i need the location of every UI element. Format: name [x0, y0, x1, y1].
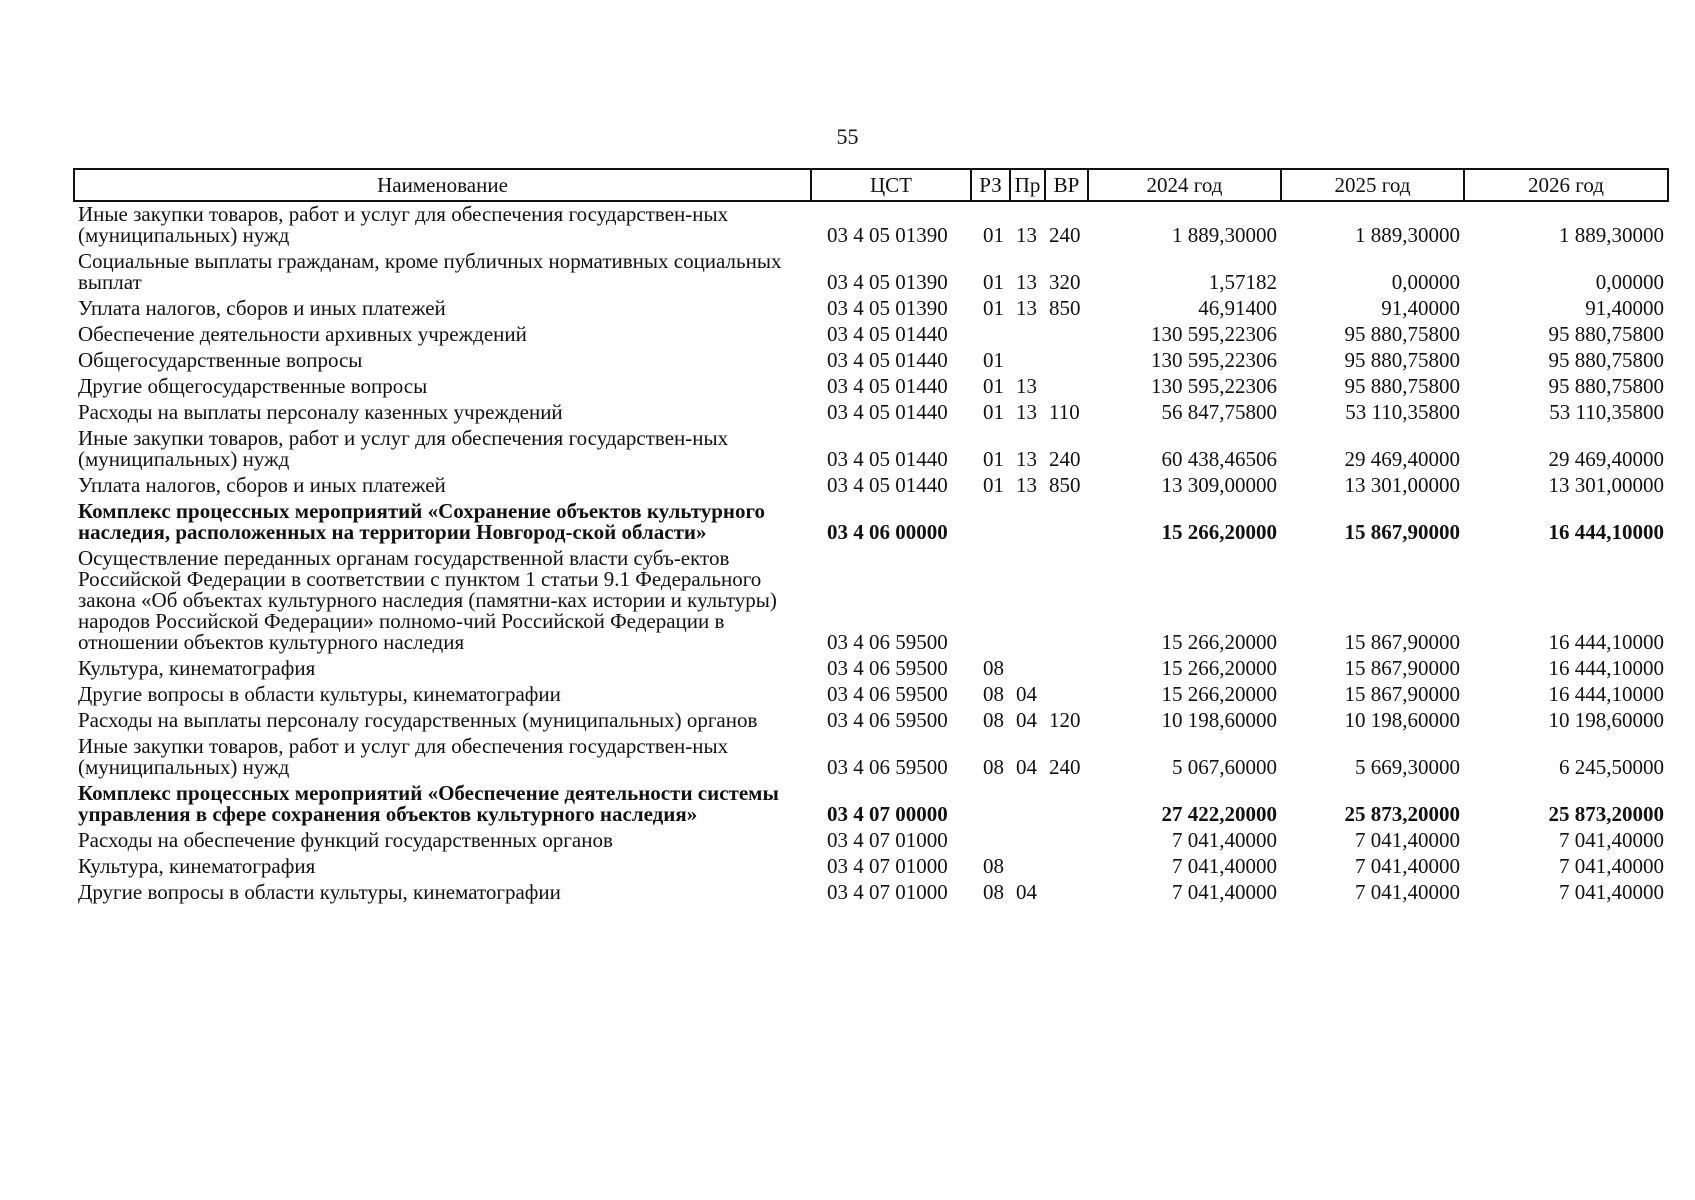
- row-name: Обеспечение деятельности архивных учреждений: [78, 322, 527, 346]
- row-pr: 13: [1016, 473, 1037, 497]
- row-rz: 01: [983, 296, 1004, 320]
- row-value-2024: 7 041,40000: [1172, 828, 1277, 852]
- table-row: [74, 546, 1668, 656]
- row-rz: [971, 499, 1010, 546]
- row-value-2024: 56 847,75800: [1161, 400, 1277, 424]
- row-cst: 03 4 06 59500: [827, 656, 948, 680]
- row-value-2026: 0,00000: [1595, 270, 1664, 294]
- row-name: Культура, кинематография: [78, 854, 316, 878]
- row-vr: [1045, 854, 1088, 880]
- row-value-2025: 7 041,40000: [1355, 828, 1460, 852]
- row-rz: 08: [983, 880, 1004, 904]
- row-pr: [1010, 828, 1045, 854]
- header-2024: 2024 год: [1088, 169, 1281, 201]
- row-value-2026: 95 880,75800: [1548, 374, 1664, 398]
- row-cst: 03 4 07 01000: [827, 880, 948, 904]
- row-cst: 03 4 05 01440: [827, 374, 948, 398]
- row-value-2026: 16 444,10000: [1548, 656, 1664, 680]
- row-rz: 01: [983, 223, 1004, 247]
- row-name: Другие общегосударственные вопросы: [78, 374, 428, 398]
- row-pr: [1010, 499, 1045, 546]
- table-row: [74, 473, 1668, 499]
- page-number: 55: [836, 124, 859, 149]
- row-name: Осуществление переданных органам государственной власти субъ-ектов Российской Федерации в соответствии с пунктом 1 статьи 9.1 Федерального закона «Об объектах культурного наследия (памятни-ках истории и культуры) народов Российской Федерации» полномо-чий Российской Федерации в отношении объектов культурного наследия: [78, 546, 777, 654]
- row-value-2024: 13 309,00000: [1161, 473, 1277, 497]
- row-rz: 01: [983, 270, 1004, 294]
- header-cst: ЦСТ: [811, 169, 971, 201]
- row-value-2026: 16 444,10000: [1548, 682, 1664, 706]
- row-value-2025: 7 041,40000: [1355, 880, 1460, 904]
- row-vr: 240: [1049, 755, 1081, 779]
- row-vr: [1045, 656, 1088, 682]
- table-body: [74, 201, 1668, 906]
- row-name: Иные закупки товаров, работ и услуг для обеспечения государствен-ных (муниципальных) нужд: [78, 202, 729, 247]
- row-vr: 320: [1049, 270, 1081, 294]
- row-value-2025: 95 880,75800: [1344, 348, 1460, 372]
- row-name: Общегосударственные вопросы: [78, 348, 363, 372]
- row-value-2026: 13 301,00000: [1548, 473, 1664, 497]
- row-value-2026: 53 110,35800: [1549, 400, 1664, 424]
- table-row: [74, 828, 1668, 854]
- table-row: [74, 682, 1668, 708]
- row-value-2024: 15 266,20000: [1161, 630, 1277, 654]
- header-2026: 2026 год: [1464, 169, 1668, 201]
- row-rz: [971, 828, 1010, 854]
- row-pr: [1010, 348, 1045, 374]
- row-name: Расходы на выплаты персоналу государственных (муниципальных) органов: [78, 708, 758, 732]
- row-value-2024: 46,91400: [1198, 296, 1277, 320]
- row-pr: 04: [1016, 755, 1037, 779]
- row-pr: [1010, 781, 1045, 828]
- row-vr: 120: [1049, 708, 1081, 732]
- header-pr: Пр: [1010, 169, 1045, 201]
- row-rz: 01: [983, 400, 1004, 424]
- row-vr: [1045, 781, 1088, 828]
- table-row: [74, 249, 1668, 296]
- row-value-2026: 16 444,10000: [1548, 630, 1664, 654]
- table-row: [74, 854, 1668, 880]
- row-cst: 03 4 05 01390: [827, 296, 948, 320]
- row-value-2025: 15 867,90000: [1344, 520, 1460, 544]
- row-value-2025: 29 469,40000: [1344, 447, 1460, 471]
- row-value-2026: 7 041,40000: [1559, 880, 1664, 904]
- row-value-2025: 15 867,90000: [1344, 656, 1460, 680]
- table-row: [74, 880, 1668, 906]
- row-vr: [1045, 374, 1088, 400]
- row-vr: [1045, 546, 1088, 656]
- row-value-2025: 15 867,90000: [1344, 682, 1460, 706]
- row-name: Иные закупки товаров, работ и услуг для обеспечения государствен-ных (муниципальных) нужд: [78, 734, 729, 779]
- row-pr: 13: [1016, 270, 1037, 294]
- row-value-2026: 25 873,20000: [1548, 802, 1664, 826]
- row-rz: 08: [983, 854, 1004, 878]
- table-row: [74, 656, 1668, 682]
- row-pr: 04: [1016, 708, 1037, 732]
- row-value-2025: 53 110,35800: [1345, 400, 1460, 424]
- row-rz: 08: [983, 682, 1004, 706]
- table-row: [74, 499, 1668, 546]
- row-value-2025: 10 198,60000: [1344, 708, 1460, 732]
- row-vr: [1045, 682, 1088, 708]
- row-pr: [1010, 546, 1045, 656]
- row-cst: 03 4 05 01440: [827, 400, 948, 424]
- row-value-2026: 6 245,50000: [1559, 755, 1664, 779]
- row-value-2026: 16 444,10000: [1548, 520, 1664, 544]
- row-rz: [971, 546, 1010, 656]
- header-rz: РЗ: [971, 169, 1010, 201]
- row-value-2024: 7 041,40000: [1172, 880, 1277, 904]
- row-value-2026: 7 041,40000: [1559, 854, 1664, 878]
- row-value-2024: 15 266,20000: [1161, 520, 1277, 544]
- row-pr: [1010, 656, 1045, 682]
- row-value-2024: 15 266,20000: [1161, 682, 1277, 706]
- row-name: Другие вопросы в области культуры, кинематографии: [78, 682, 561, 706]
- row-value-2024: 60 438,46506: [1161, 447, 1277, 471]
- row-name: Комплекс процессных мероприятий «Сохранение объектов культурного наследия, расположенных на территории Новгород-ской области»: [78, 499, 766, 544]
- row-pr: 13: [1016, 223, 1037, 247]
- row-cst: 03 4 05 01390: [827, 270, 948, 294]
- row-rz: 01: [983, 348, 1004, 372]
- row-vr: [1045, 322, 1088, 348]
- row-pr: 13: [1016, 296, 1037, 320]
- header-name: Наименование: [74, 169, 811, 201]
- row-name: Иные закупки товаров, работ и услуг для обеспечения государствен-ных (муниципальных) нужд: [78, 426, 729, 471]
- header-2025: 2025 год: [1281, 169, 1464, 201]
- row-value-2024: 1,57182: [1208, 270, 1277, 294]
- row-rz: 01: [983, 374, 1004, 398]
- row-value-2026: 1 889,30000: [1559, 223, 1664, 247]
- row-pr: 04: [1016, 682, 1037, 706]
- row-vr: 850: [1049, 473, 1081, 497]
- row-name: Другие вопросы в области культуры, кинематографии: [78, 880, 561, 904]
- row-pr: [1010, 322, 1045, 348]
- row-value-2026: 95 880,75800: [1548, 348, 1664, 372]
- row-cst: 03 4 05 01440: [827, 447, 948, 471]
- row-value-2024: 10 198,60000: [1161, 708, 1277, 732]
- table-row: [74, 426, 1668, 473]
- row-name: Уплата налогов, сборов и иных платежей: [78, 473, 446, 497]
- table-row: [74, 201, 1668, 249]
- row-value-2026: 10 198,60000: [1548, 708, 1664, 732]
- table-row: [74, 296, 1668, 322]
- row-vr: 240: [1049, 223, 1081, 247]
- row-value-2025: 25 873,20000: [1344, 802, 1460, 826]
- row-value-2024: 27 422,20000: [1161, 802, 1277, 826]
- row-name: Комплекс процессных мероприятий «Обеспечение деятельности системы управления в сфере сохранения объектов культурного наследия»: [78, 781, 779, 826]
- row-rz: 01: [983, 473, 1004, 497]
- row-cst: 03 4 07 01000: [827, 854, 948, 878]
- row-cst: 03 4 05 01440: [827, 348, 948, 372]
- row-rz: 08: [983, 755, 1004, 779]
- row-pr: [1010, 854, 1045, 880]
- row-value-2024: 15 266,20000: [1161, 656, 1277, 680]
- row-pr: 04: [1016, 880, 1037, 904]
- row-vr: 850: [1049, 296, 1081, 320]
- row-cst: 03 4 07 00000: [827, 802, 948, 826]
- row-cst: 03 4 06 59500: [827, 630, 948, 654]
- row-cst: 03 4 06 59500: [827, 755, 948, 779]
- row-value-2024: 1 889,30000: [1172, 223, 1277, 247]
- row-value-2024: 130 595,22306: [1151, 374, 1277, 398]
- row-rz: [971, 322, 1010, 348]
- row-value-2024: 130 595,22306: [1151, 348, 1277, 372]
- row-cst: 03 4 06 59500: [827, 682, 948, 706]
- row-pr: 13: [1016, 374, 1037, 398]
- row-name: Социальные выплаты гражданам, кроме публичных нормативных социальных выплат: [78, 249, 782, 294]
- row-value-2024: 130 595,22306: [1151, 322, 1277, 346]
- table-row: [74, 708, 1668, 734]
- table-row: [74, 348, 1668, 374]
- row-vr: 110: [1049, 400, 1080, 424]
- row-name: Расходы на обеспечение функций государственных органов: [78, 828, 613, 852]
- row-vr: [1045, 880, 1088, 906]
- row-rz: 08: [983, 708, 1004, 732]
- row-value-2025: 7 041,40000: [1355, 854, 1460, 878]
- row-value-2025: 13 301,00000: [1344, 473, 1460, 497]
- row-rz: 08: [983, 656, 1004, 680]
- row-cst: 03 4 05 01390: [827, 223, 948, 247]
- row-value-2026: 29 469,40000: [1548, 447, 1664, 471]
- row-value-2024: 5 067,60000: [1172, 755, 1277, 779]
- row-name: Расходы на выплаты персоналу казенных учреждений: [78, 400, 563, 424]
- row-name: Культура, кинематография: [78, 656, 316, 680]
- row-value-2026: 91,40000: [1585, 296, 1664, 320]
- row-value-2026: 95 880,75800: [1548, 322, 1664, 346]
- row-pr: 13: [1016, 400, 1037, 424]
- header-vr: ВР: [1045, 169, 1088, 201]
- row-value-2025: 0,00000: [1391, 270, 1460, 294]
- row-name: Уплата налогов, сборов и иных платежей: [78, 296, 446, 320]
- table-row: [74, 400, 1668, 426]
- table-row: [74, 734, 1668, 781]
- table-row: [74, 781, 1668, 828]
- row-cst: 03 4 07 01000: [827, 828, 948, 852]
- table-row: [74, 374, 1668, 400]
- table-row: [74, 322, 1668, 348]
- budget-table: [73, 168, 1669, 906]
- row-vr: [1045, 348, 1088, 374]
- row-value-2025: 1 889,30000: [1355, 223, 1460, 247]
- row-value-2024: 7 041,40000: [1172, 854, 1277, 878]
- row-cst: 03 4 06 59500: [827, 708, 948, 732]
- row-value-2026: 7 041,40000: [1559, 828, 1664, 852]
- row-rz: [971, 781, 1010, 828]
- row-vr: [1045, 828, 1088, 854]
- row-value-2025: 15 867,90000: [1344, 630, 1460, 654]
- row-value-2025: 91,40000: [1381, 296, 1460, 320]
- table-header: [74, 169, 1668, 201]
- row-value-2025: 5 669,30000: [1355, 755, 1460, 779]
- row-value-2025: 95 880,75800: [1344, 374, 1460, 398]
- row-cst: 03 4 06 00000: [827, 520, 948, 544]
- row-vr: 240: [1049, 447, 1081, 471]
- row-vr: [1045, 499, 1088, 546]
- row-cst: 03 4 05 01440: [827, 322, 948, 346]
- row-pr: 13: [1016, 447, 1037, 471]
- row-cst: 03 4 05 01440: [827, 473, 948, 497]
- row-rz: 01: [983, 447, 1004, 471]
- row-value-2025: 95 880,75800: [1344, 322, 1460, 346]
